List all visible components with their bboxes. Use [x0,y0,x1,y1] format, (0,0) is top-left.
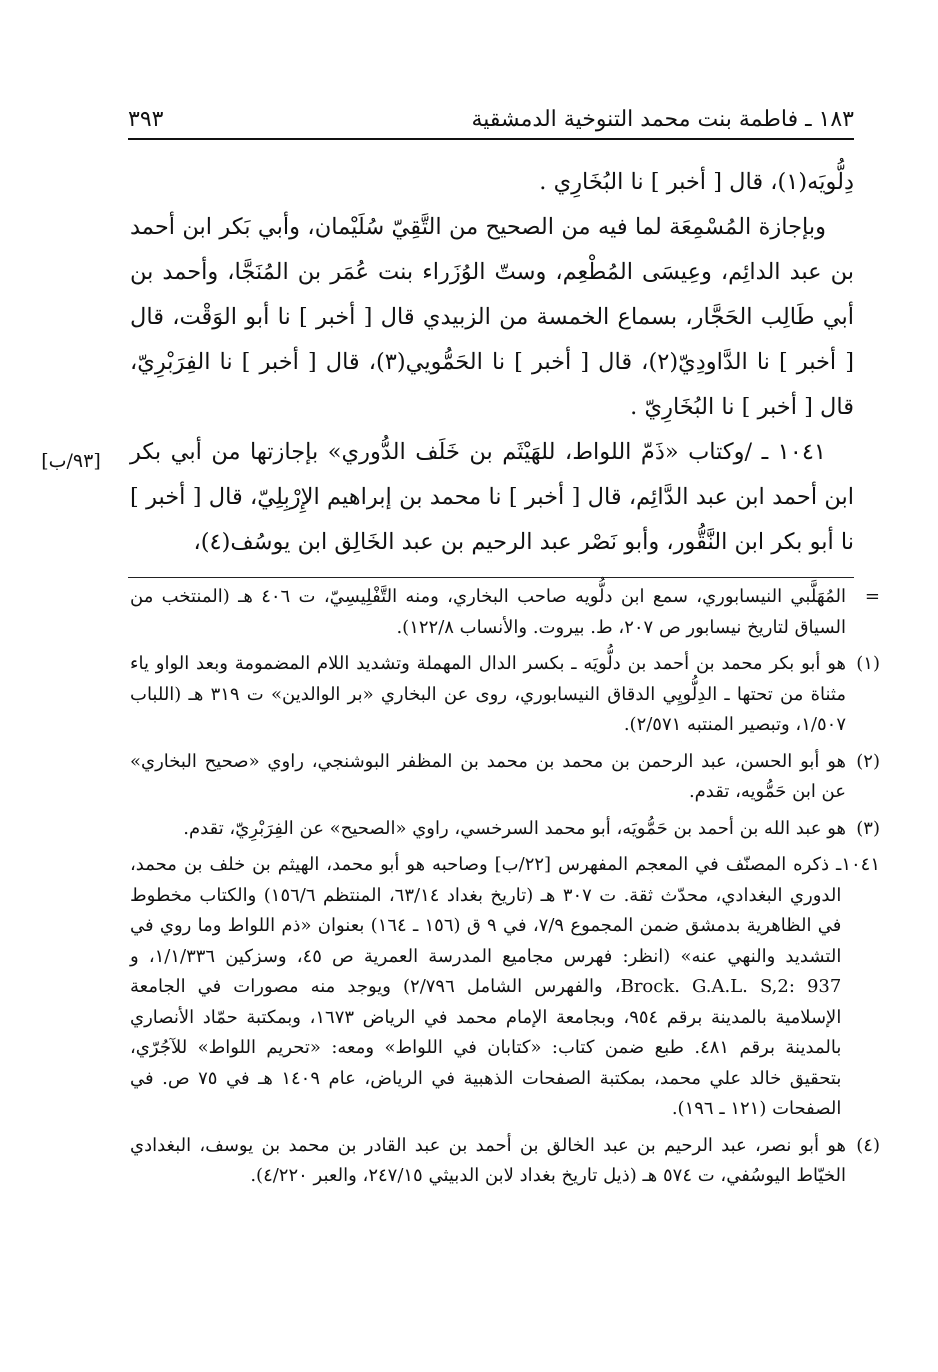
header-rule [128,138,854,140]
footnote-text: المُهَلَّبي النيسابوري، سمع ابن دلُّويه صاحب البخاري، ومنه التَّفْلِيسِيّ، ت ٤٠٦ هـ (المنتخب من السياق لتاريخ نيسابور ص ٢٠٧، ط. بيروت. والأنساب ١٢٢/٨). [130,586,846,638]
page-header [128,92,854,132]
footnote [130,850,880,1125]
footnote [130,747,880,808]
running-title: ١٨٣ ـ فاطمة بنت محمد التنوخية الدمشقية [471,107,854,132]
footnote-mark: (١) [856,653,880,674]
footnote-text: هو عبد الله بن أحمد بن حَمُّويَه، أبو محمد السرخسي، راوي «الصحيح» عن الفِرَبْرِيّ، تقدم. [183,817,846,839]
footnote-text: هو أبو نصر، عبد الرحيم بن عبد الخالق بن أحمد بن عبد القادر بن محمد بن يوسف، البغدادي الخيّاط اليوسُفي، ت ٥٧٤ هـ (ذيل تاريخ بغداد لابن الدبيثي ٢٤٧/١٥، والعبر ٤/٢٢٠). [130,1134,846,1186]
main-text [130,160,854,565]
footnote [130,1131,880,1192]
footnote-text: ـ ذكره المصنّف في المعجم المفهرس [٢٢/ب] وصاحبه هو أبو محمد، الهيثم بن خلف بن محمد، الدوري البغدادي، محدّث ثقة. ت ٣٠٧ هـ (تاريخ بغداد ٦٣/١٤، المنتظم ١٥٦/٦) والكتاب مخطوط في الظاهرية بدمشق ضمن المجموع ٧/٩، في ٩ ق (١٥٦ ـ ١٦٤) بعنوان «ذم اللواط وما روي في التشديد والنهي عنه» (انظر: فهرس مجاميع المدرسة العمرية ص ٤٥، وسزكين ١/١/٣٣٦، و Brock. G.A.L. S,2: 937، والفهرس الشامل ٢/٧٩٦) ويوجد منه مصورات في الجامعة الإسلامية بالمدينة برقم ٩٥٤، وبجامعة الإمام محمد في الرياض ١٦٧٣، وبمكتبة حمّاد الأنصاري بالمدينة برقم ٤٨١. طبع ضمن كتاب: «كتابان في اللواط» ومعه: «تحريم اللواط» للآجُرّي، بتحقيق خالد علي محمد، بمكتبة الصفحات الذهبية في الرياض، عام ١٤٠٩ هـ في ٧٥ ص. في الصفحات (١٢١ ـ ١٩٦). [130,854,842,1119]
footnote-mark: (٤) [856,1134,880,1156]
paragraph: ١٠٤١ ـ /وكتاب «ذَمّ اللواط، للهَيْثَم بن خَلَف الدُّوري» بإجازتها من أبي بكر ابن أحمد ابن عبد الدَّائِم، قال [ أخبر ] نا محمد بن إبراهيم الإِرْبِلِيّ، قال [ أخبر ] نا أبو بكر ابن النَّقُّور، وأبو نَصْر عبد الرحيم بن عبد الخَالِق ابن يوسُف(٤)، [130,439,854,555]
page-number: ٣٩٣ [128,107,164,132]
footnote-text: هو أبو الحسن، عبد الرحمن بن محمد بن محمد بن المظفر البوشنجي، راوي «صحيح البخاري» عن ابن حَمُّويه، تقدم. [130,750,846,802]
margin-folio-note: [٩٣/ب] [41,450,101,472]
footnote-mark: ١٠٤١ [841,854,880,875]
footnote-rule [128,577,854,578]
footnotes [130,582,880,1198]
footnote-mark: (٢) [856,750,880,772]
footnote [130,649,880,741]
paragraph: وبإجازة المُسْمِعَة لما فيه من الصحيح من التَّقِيّ سُلَيْمان، وأبي بَكر ابن أحمد بن عبد الدائِم، وعِيسَى المُطْعِم، وستّ الوُزَراء بنت عُمَر بن المُنَجَّا، وأحمد بن أبي طَالِب الحَجَّار، بسماع الخمسة من الزبيدي قال [ أخبر ] نا أبو الوَقْت، قال [ أخبر ] نا الدَّاودِيّ(٢)، قال [ أخبر ] نا الحَمُّويي(٣)، قال [ أخبر ] نا الفِرَبْرِيّ، قال [ أخبر ] نا البُخَارِيّ . [130,214,855,420]
paragraph: دِلُّويَه(١)، قال [ أخبر ] نا البُخَارِي . [539,169,854,195]
footnote-mark: (٣) [856,817,880,839]
footnote-text: هو أبو بكر محمد بن أحمد بن دلُّويَه ـ بكسر الدال المهملة وتشديد اللام المضمومة وبعد الواو ياء مثناة من تحتها ـ الدِلُّويِي الدقاق النيسابوري، روى عن البخاري «بر الوالدين» ت ٣١٩ هـ (اللباب ١/٥٠٧، وتبصير المنتبه ٢/٥٧١). [130,653,847,735]
footnote-mark: = [864,586,880,607]
footnote [130,814,880,845]
footnote [130,582,880,643]
